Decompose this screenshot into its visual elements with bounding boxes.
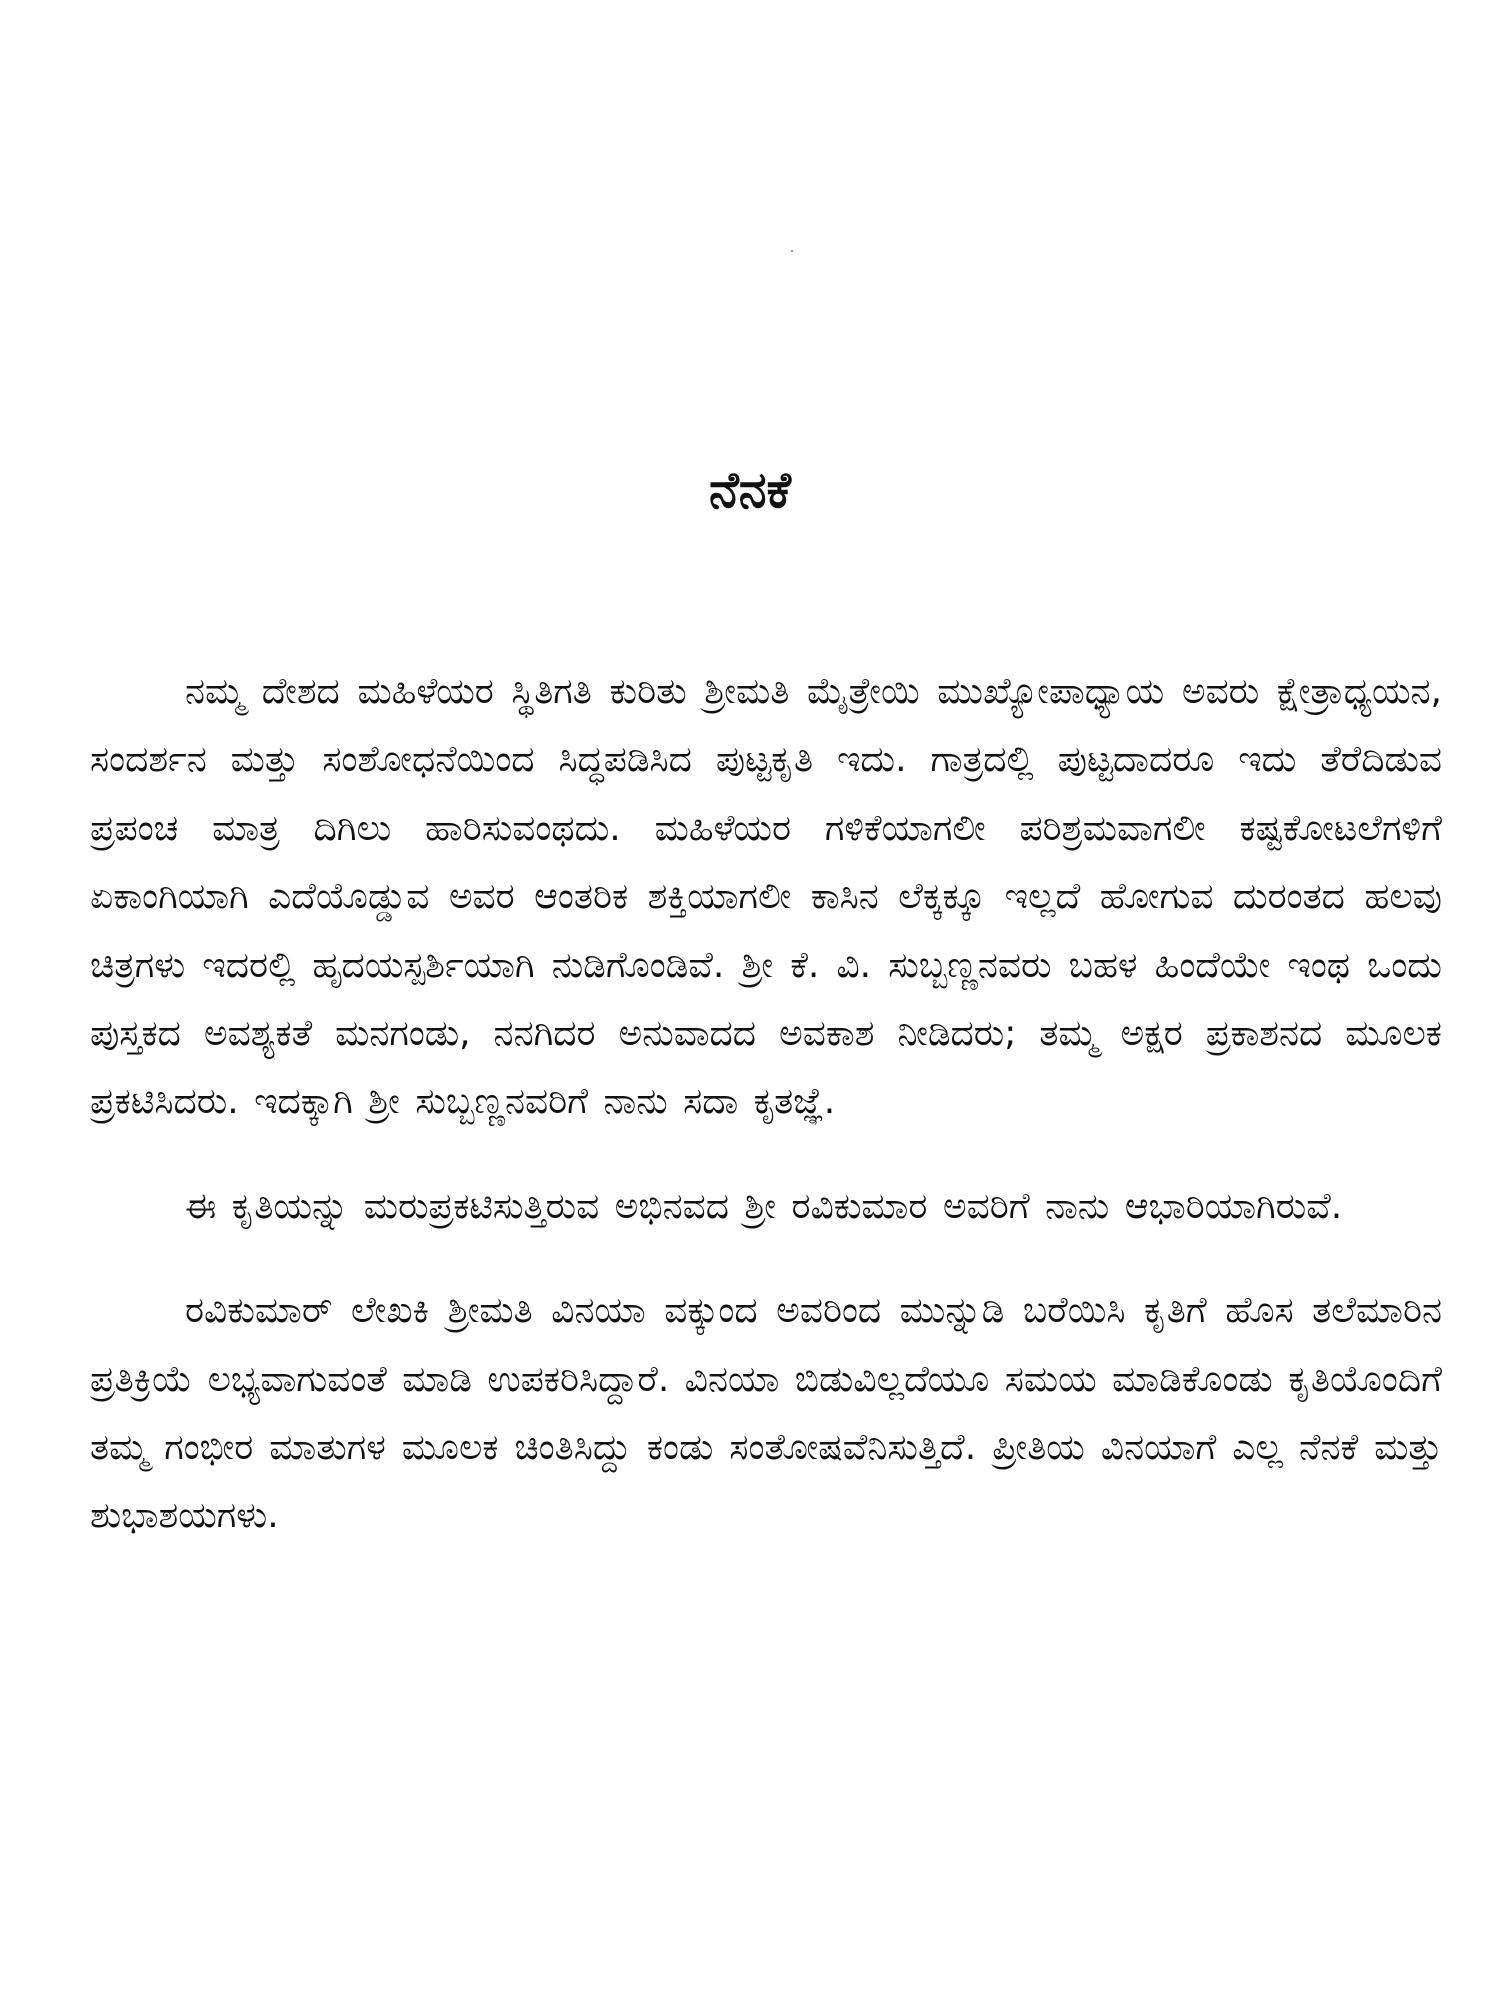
paragraph-3: ರವಿಕುಮಾರ್ ಲೇಖಕಿ ಶ್ರೀಮತಿ ವಿನಯಾ ವಕ್ಕುಂದ ಅವರಿಂದ ಮುನ್ನುಡಿ ಬರೆಯಿಸಿ ಕೃತಿಗೆ ಹೊಸ ತಲೆಮಾರಿನ ಪ್ರತಿಕ್ರಿಯೆ ಲಭ್ಯವಾಗುವಂತೆ ಮಾಡಿ ಉಪಕರಿಸಿದ್ದಾರೆ. ವಿನಯಾ ಬಿಡುವಿಲ್ಲದೆಯೂ ಸಮಯ ಮಾಡಿಕೊಂಡು ಕೃತಿಯೊಂದಿಗೆ ತಮ್ಮ ಗಂಭೀರ ಮಾತುಗಳ ಮೂಲಕ ಚಿಂತಿಸಿದ್ದು ಕಂಡು ಸಂತೋಷವೆನಿಸುತ್ತಿದೆ. ಪ್ರೀತಿಯ ವಿನಯಾಗೆ ಎಲ್ಲ ನೆನಕೆ ಮತ್ತು ಶುಭಾಶಯಗಳು. (90, 1290, 1442, 1537)
paragraph-1: ನಮ್ಮ ದೇಶದ ಮಹಿಳೆಯರ ಸ್ಥಿತಿಗತಿ ಕುರಿತು ಶ್ರೀಮತಿ ಮೈತ್ರೇಯಿ ಮುಖ್ಯೋಪಾಧ್ಯಾಯ ಅವರು ಕ್ಷೇತ್ರಾಧ್ಯಯನ, ಸಂದರ್ಶನ ಮತ್ತು ಸಂಶೋಧನೆಯಿಂದ ಸಿದ್ಧಪಡಿಸಿದ ಪುಟ್ಟಕೃತಿ ಇದು. ಗಾತ್ರದಲ್ಲಿ ಪುಟ್ಟದಾದರೂ ಇದು ತೆರೆದಿಡುವ ಪ್ರಪಂಚ ಮಾತ್ರ ದಿಗಿಲು ಹಾರಿಸುವಂಥದು. ಮಹಿಳೆಯರ ಗಳಿಕೆಯಾಗಲೀ ಪರಿಶ್ರಮವಾಗಲೀ ಕಷ್ಟಕೋಟಲೆಗಳಿಗೆ ಏಕಾಂಗಿಯಾಗಿ ಎದೆಯೊಡ್ಡುವ ಅವರ ಆಂತರಿಕ ಶಕ್ತಿಯಾಗಲೀ ಕಾಸಿನ ಲೆಕ್ಕಕ್ಕೂ ಇಲ್ಲದೆ ಹೋಗುವ ದುರಂತದ ಹಲವು ಚಿತ್ರಗಳು ಇದರಲ್ಲಿ ಹೃದಯಸ್ಪರ್ಶಿಯಾಗಿ ನುಡಿಗೊಂಡಿವೆ. ಶ್ರೀ ಕೆ. ವಿ. ಸುಬ್ಬಣ್ಣನವರು ಬಹಳ ಹಿಂದೆಯೇ ಇಂಥ ಒಂದು ಪುಸ್ತಕದ ಅವಶ್ಯಕತೆ ಮನಗಂಡು, ನನಗಿದರ ಅನುವಾದದ ಅವಕಾಶ ನೀಡಿದರು; ತಮ್ಮ ಅಕ್ಷರ ಪ್ರಕಾಶನದ ಮೂಲಕ ಪ್ರಕಟಿಸಿದರು. ಇದಕ್ಕಾಗಿ ಶ್ರೀ ಸುಬ್ಬಣ್ಣನವರಿಗೆ ನಾನು ಸದಾ ಕೃತಜ್ಞೆ. (90, 671, 1442, 1123)
scan-speck (791, 250, 793, 252)
paragraph-2: ಈ ಕೃತಿಯನ್ನು ಮರುಪ್ರಕಟಿಸುತ್ತಿರುವ ಅಭಿನವದ ಶ್ರೀ ರವಿಕುಮಾರ ಅವರಿಗೆ ನಾನು ಆಭಾರಿಯಾಗಿರುವೆ. (185, 1185, 1343, 1227)
page-title: ನೆನಕೆ (708, 461, 792, 519)
body-text (90, 658, 1442, 1551)
